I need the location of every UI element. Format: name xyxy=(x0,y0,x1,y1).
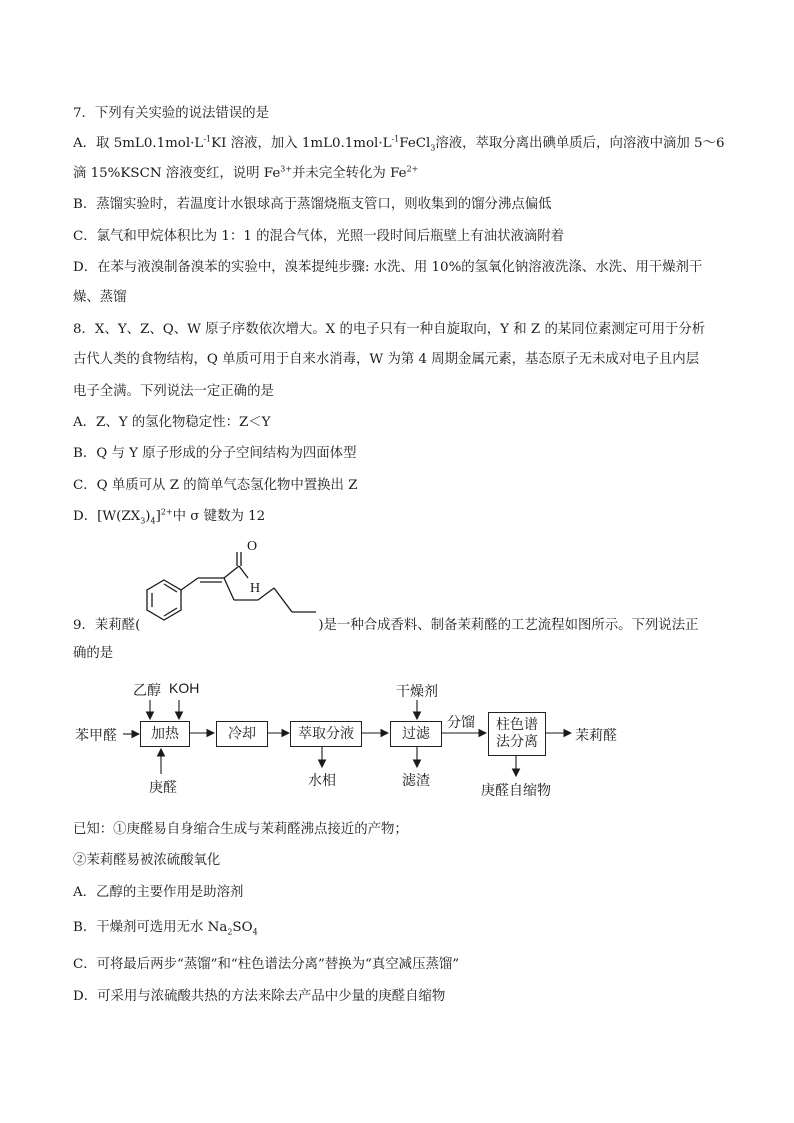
q8-option-a: A．Z、Y 的氢化物稳定性：Z＜Y xyxy=(73,415,271,430)
q7-stem: 7．下列有关实验的说法错误的是 xyxy=(73,106,269,121)
flow-koh-label: KOH xyxy=(169,680,200,696)
q9-option-a: A．乙醇的主要作用是助溶剂 xyxy=(73,885,244,900)
q8-option-d: D．$[W(ZX_3)_4]^{2+}$中 σ 键数为 12 xyxy=(73,507,266,526)
flow-step-heat: 加热 xyxy=(140,721,190,747)
hydrogen-label: H xyxy=(250,581,261,596)
q9-option-d: D．可采用与浓硫酸共热的方法来除去产品中少量的庚醛自缩物 xyxy=(73,989,446,1004)
q7-option-b: B．蒸馏实验时，若温度计水银球高于蒸馏烧瓶支管口，则收集到的馏分沸点偏低 xyxy=(73,197,552,212)
flow-desiccant-label: 干燥剂 xyxy=(396,684,438,700)
q8-option-b: B．Q 与 Y 原子形成的分子空间结构为四面体型 xyxy=(73,446,357,461)
q9-option-b: B．干燥剂可选用无水 $Na_2SO_4$ xyxy=(73,920,258,937)
q9-known-2: ②茉莉醛易被浓硫酸氧化 xyxy=(73,853,221,868)
q9-option-c: C．可将最后两步“蒸馏”和“柱色谱法分离”替换为“真空减压蒸馏” xyxy=(73,957,460,972)
q7-option-c: C．氯气和甲烷体积比为 1：1 的混合气体，光照一段时间后瓶壁上有油状液滴附着 xyxy=(73,229,565,244)
flow-self-condensate-label: 庚醛自缩物 xyxy=(481,783,551,799)
q8-stem-line1: 8．X、Y、Z、Q、W 原子序数依次增大。X 的电子只有一种自旋取向，Y 和 Z 的某同位素测定可用于分析 xyxy=(73,322,706,337)
q9-known-1: 已知：①庚醛易自身缩合生成与茉莉醛沸点接近的产物； xyxy=(73,822,408,837)
flow-product-label: 茉莉醛 xyxy=(575,728,617,744)
flow-start-label: 苯甲醛 xyxy=(75,728,117,744)
q7-option-d-line1: D．在苯与液溴制备溴苯的实验中，溴苯提纯步骤: 水洗、用 10%的氢氧化钠溶液洗涤、水洗、用干燥剂干 xyxy=(73,260,703,275)
q9-stem-line1: 9．茉莉醛( )是一种合成香料、制备茉莉醛的工艺流程如图所示。下列说法正 xyxy=(73,618,699,633)
q9-stem-line2: 确的是 xyxy=(73,646,114,661)
q7-option-a-line1: A．取 $5mL0.1mol\cdot L^{-1}KI$ 溶液，加入 $1mL0.1mol\cdot L^{-1}FeCl_3$溶液，萃取分离出碘单质后，向溶液中滴加 5～6 xyxy=(73,134,725,153)
flow-distill-label: 分馏 xyxy=(447,715,475,731)
oxygen-label: O xyxy=(247,539,258,554)
flow-ethanol-label: 乙醇 xyxy=(133,683,161,699)
q8-stem-line3: 电子全满。下列说法一定正确的是 xyxy=(73,384,274,399)
q7-option-a-line2: 滴 15%KSCN 溶液变红，说明 $Fe^{3+}$并未完全转化为 $Fe^{2+}$ xyxy=(73,164,419,181)
flow-step-filter: 过滤 xyxy=(390,721,442,747)
flow-step-extract: 萃取分液 xyxy=(290,721,362,747)
flow-residue-label: 滤渣 xyxy=(402,773,430,789)
flow-water-phase-label: 水相 xyxy=(308,773,336,789)
q7-option-d-line2: 燥、蒸馏 xyxy=(73,290,127,305)
flow-step-chromatography: 柱色谱 法分离 xyxy=(488,712,546,756)
q8-stem-line2: 古代人类的食物结构，Q 单质可用于自来水消毒，W 为第 4 周期金属元素，基态原子无未成对电子且内层 xyxy=(73,352,700,367)
flow-heptanal-label: 庚醛 xyxy=(149,780,177,796)
q8-option-c: C．Q 单质可从 Z 的简单气态氢化物中置换出 Z xyxy=(73,478,358,493)
flow-step-cool: 冷却 xyxy=(216,721,268,747)
